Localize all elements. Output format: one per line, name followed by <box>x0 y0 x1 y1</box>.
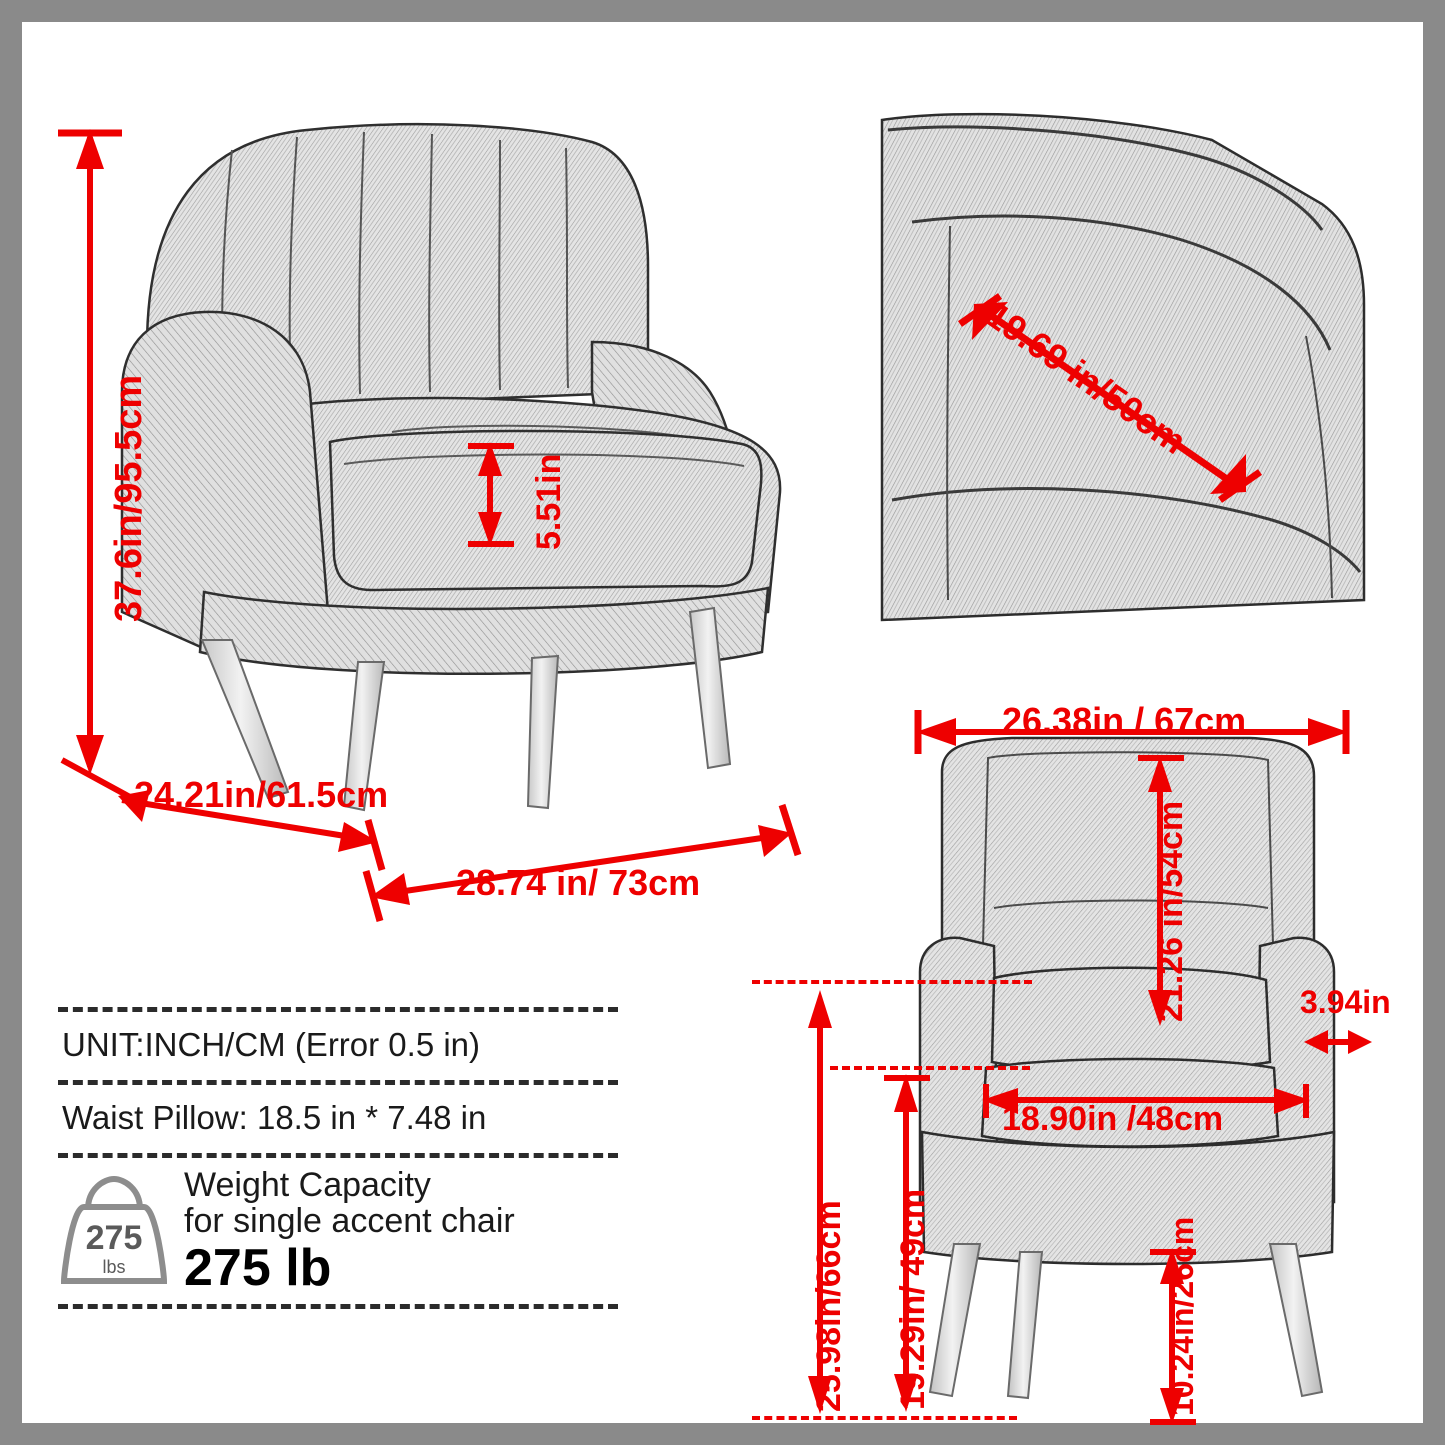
dimension-leg-height-label: 10.24in/26cm <box>1164 1216 1200 1416</box>
weight-capacity-line2: for single accent chair <box>184 1201 515 1240</box>
weight-icon-unit: lbs <box>102 1256 126 1277</box>
weight-capacity-text <box>184 1168 515 1296</box>
dimension-overall-width-label: 26.38in / 67cm <box>1002 700 1247 741</box>
dimension-arm-width-label: 3.94in <box>1300 984 1391 1020</box>
chair-front-illustration <box>902 732 1352 1412</box>
weight-capacity-line1: Weight Capacity <box>184 1166 431 1204</box>
unit-note: UNIT:INCH/CM (Error 0.5 in) <box>62 1026 481 1063</box>
dimension-back-height-label: 21.26 in/54cm <box>1152 800 1190 1022</box>
dimension-height-label: 37.6in/95.5cm <box>108 374 150 622</box>
dimension-arm-thickness-arrow <box>462 434 522 554</box>
diagram-page <box>22 22 1423 1423</box>
dimension-arm-thickness-label: 5.51in <box>530 453 568 550</box>
dimension-seat-depth-label: 24.21in/61.5cm <box>134 774 389 815</box>
dimension-overall-depth-label: 28.74 in/ 73cm <box>456 862 701 903</box>
weight-icon-number: 275 <box>85 1218 143 1257</box>
pillow-note: Waist Pillow: 18.5 in * 7.48 in <box>62 1099 487 1136</box>
info-panel <box>58 1007 618 1309</box>
dimension-seat-width-label: 18.90in /48cm <box>1002 1100 1224 1138</box>
divider-bottom <box>58 1304 618 1309</box>
dimension-back-width-label: 19.69 in/50cm <box>978 294 1194 462</box>
weight-icon <box>58 1173 170 1291</box>
dimension-seat-to-back-label: 25.98in/66cm <box>810 1200 848 1412</box>
dimension-arm-height-label: 19.29in/ 49cm <box>894 1188 932 1410</box>
dimension-arm-width-arrow <box>1300 1022 1380 1062</box>
weight-capacity-row <box>58 1158 618 1304</box>
weight-capacity-value: 275 lb <box>184 1239 332 1298</box>
